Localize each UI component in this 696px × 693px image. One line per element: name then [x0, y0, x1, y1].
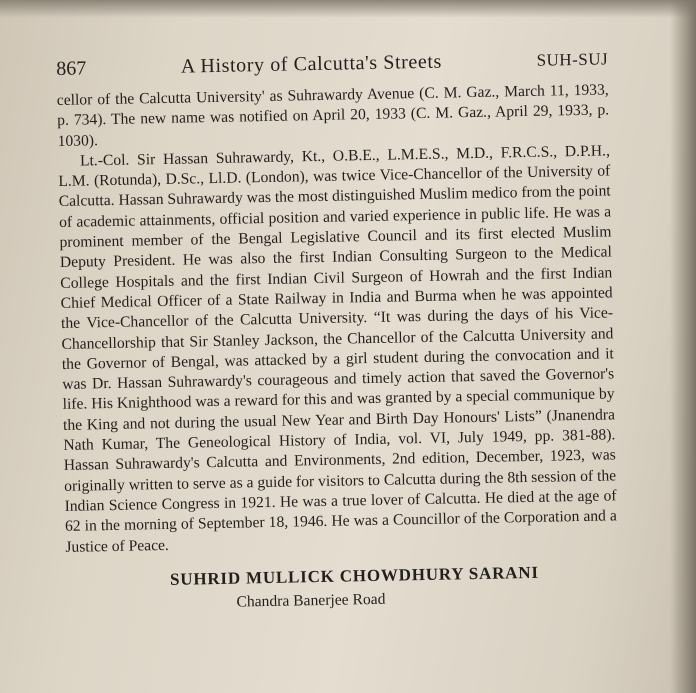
body-text: [57, 80, 618, 557]
running-header: [56, 47, 608, 81]
paragraph-1: cellor of the Calcutta University' as Suhrawardy Avenue (C. M. Gaz., March 11, 1933, p. 734). The new name was notified on April 20, 1933 (C. M. Gaz., April 29, 1933, p. 1030).: [56, 81, 610, 150]
section-code: SUH-SUJ: [536, 49, 609, 70]
book-title: A History of Calcutta's Streets: [180, 50, 443, 78]
page-number: 867: [56, 57, 87, 80]
section-subtext: Chandra Banerjee Road: [236, 590, 386, 611]
section-heading: SUHRID MULLICK CHOWDHURY SARANI: [169, 562, 539, 589]
page-content: [56, 47, 619, 614]
paragraph-2: Lt.-Col. Sir Hassan Suhrawardy, Kt., O.B.E., L.M.E.S., M.D., F.R.C.S., D.P.H., L.M. (Rotunda), D.Sc., Ll.D. (London), was twice Vice-Chancellor of the University of Calcutta. Hassan Suhrawardy was the most distinguished Muslim medico from the point of academic attainments, official position and varied experience in public life. He was a prominent member of the Bengal Legislative Council and its first elected Muslim Deputy President. He was also the first Indian Consulting Surgeon to the Medical College Hospitals and the first Indian Civil Surgeon of Howrah and the first Indian Chief Medical Officer of a State Railway in India and Burma when he was appointed the Vice-Chancellor of the Calcutta University. “It was during the days of his Vice-Chancellorship that Sir Stanley Jackson, the Chancellor of the Calcutta University and the Governor of Bengal, was attacked by a girl student during the convocation and it was Dr. Hassan Suhrawardy's courageous and timely action that saved the Governor's life. His Knighthood was a reward for this and was granted by a special communique by the King and not during the usual New Year and Birth Day Honours' Lists” (Jnanendra Nath Kumar, The Geneological History of India, vol. VI, July 1949, pp. 381-88). Hassan Suhrawardy's Calcutta and Environments, 2nd edition, December, 1923, was originally written to serve as a guide for visitors to Calcutta during the 8th session of the Indian Science Congress in 1921. He was a true lover of Calcutta. He died at the age of 62 in the morning of September 18, 1946. He was a Councillor of the Corporation and a Justice of Peace.: [58, 142, 618, 556]
